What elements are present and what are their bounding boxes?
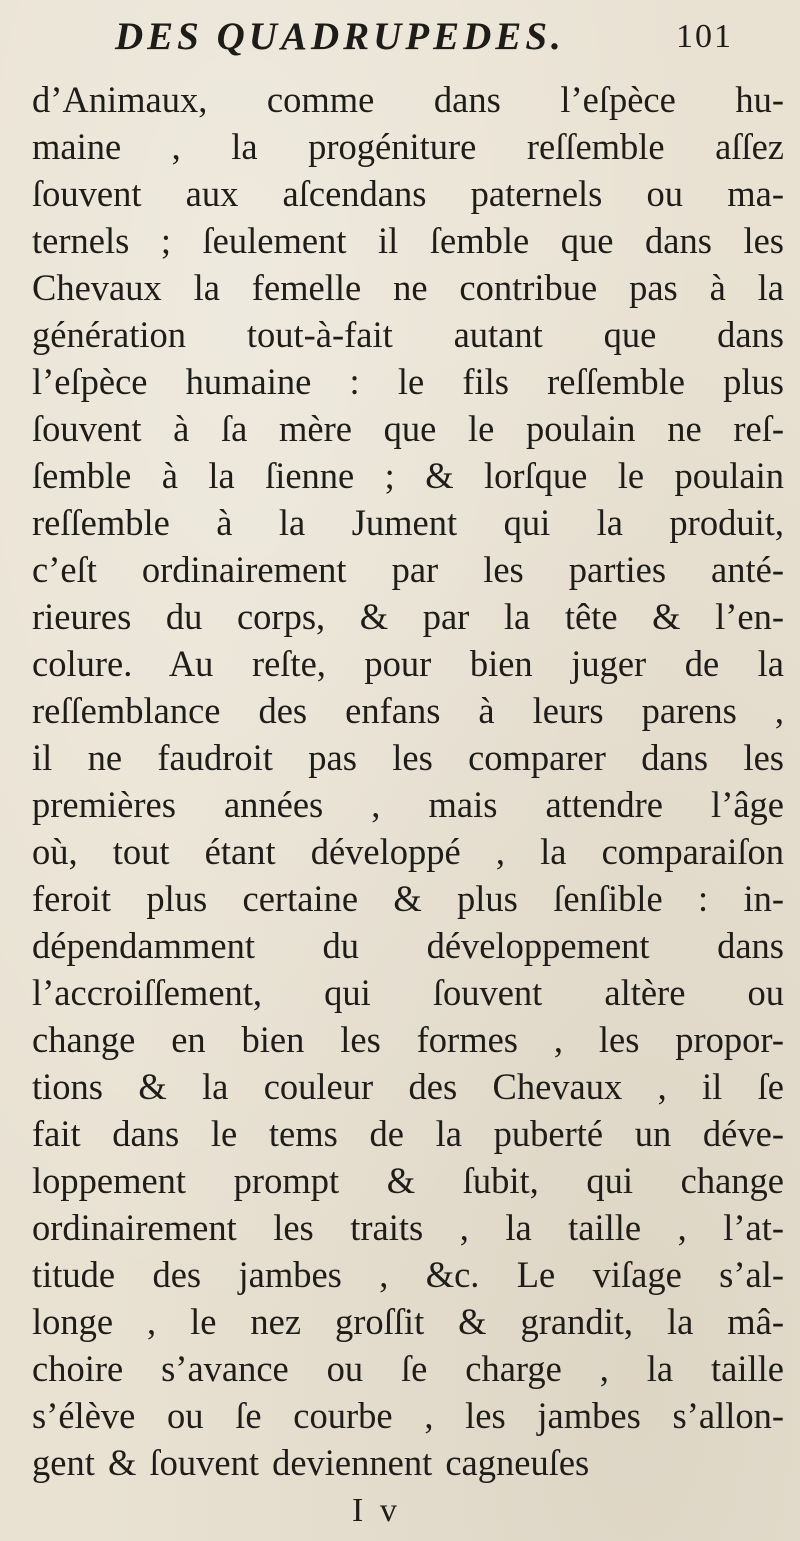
page-header [0, 14, 800, 78]
running-title: DES QUADRUPEDES. [115, 15, 565, 58]
text-line: ternels ; ſeulement il ſemble que dans les [32, 220, 784, 261]
text-line: l’accroiſſement, qui ſouvent altère ou [32, 972, 784, 1013]
text-line: il ne faudroit pas les comparer dans les [32, 737, 784, 778]
text-line: reſſemble à la Jument qui la produit, [32, 502, 784, 543]
text-line: c’eſt ordinairement par les parties anté- [32, 549, 784, 590]
text-line: dépendamment du développement dans [32, 925, 784, 966]
text-line: longe , le nez groſſit & grandit, la mâ- [32, 1301, 784, 1342]
text-line: d’Animaux, comme dans l’eſpèce hu- [32, 79, 784, 120]
text-line: tions & la couleur des Chevaux , il ſe [32, 1066, 784, 1107]
text-line: choire s’avance ou ſe charge , la taille [32, 1348, 784, 1389]
text-line: s’élève ou ſe courbe , les jambes s’allon- [32, 1395, 784, 1436]
text-line: ſouvent à ſa mère que le poulain ne reſ- [32, 408, 784, 449]
text-line: où, tout étant développé , la comparaiſon [32, 831, 784, 872]
text-line: feroit plus certaine & plus ſenſible : in- [32, 878, 784, 919]
page-number: 101 [676, 18, 733, 55]
text-line: change en bien les formes , les propor- [32, 1019, 784, 1060]
text-line: maine , la progéniture reſſemble aſſez [32, 126, 784, 167]
text-line: titude des jambes , &c. Le viſage s’al- [32, 1254, 784, 1295]
text-line: fait dans le tems de la puberté un déve- [32, 1113, 784, 1154]
text-line: loppement prompt & ſubit, qui change [32, 1160, 784, 1201]
text-line: colure. Au reſte, pour bien juger de la [32, 643, 784, 684]
text-line: gent & ſouvent deviennent cagneuſes [32, 1442, 590, 1483]
signature-mark: I v [352, 1492, 401, 1529]
text-line: ſemble à la ſienne ; & lorſque le poulain [32, 455, 784, 496]
text-line: rieures du corps, & par la tête & l’en- [32, 596, 784, 637]
text-line: l’eſpèce humaine : le fils reſſemble plus [32, 361, 784, 402]
text-line: génération tout-à-fait autant que dans [32, 314, 784, 355]
text-line: ſouvent aux aſcendans paternels ou ma- [32, 173, 784, 214]
text-line: premières années , mais attendre l’âge [32, 784, 784, 825]
text-line: reſſemblance des enfans à leurs parens , [32, 690, 784, 731]
text-line: ordinairement les traits , la taille , l’at- [32, 1207, 784, 1248]
text-line: Chevaux la femelle ne contribue pas à la [32, 267, 784, 308]
